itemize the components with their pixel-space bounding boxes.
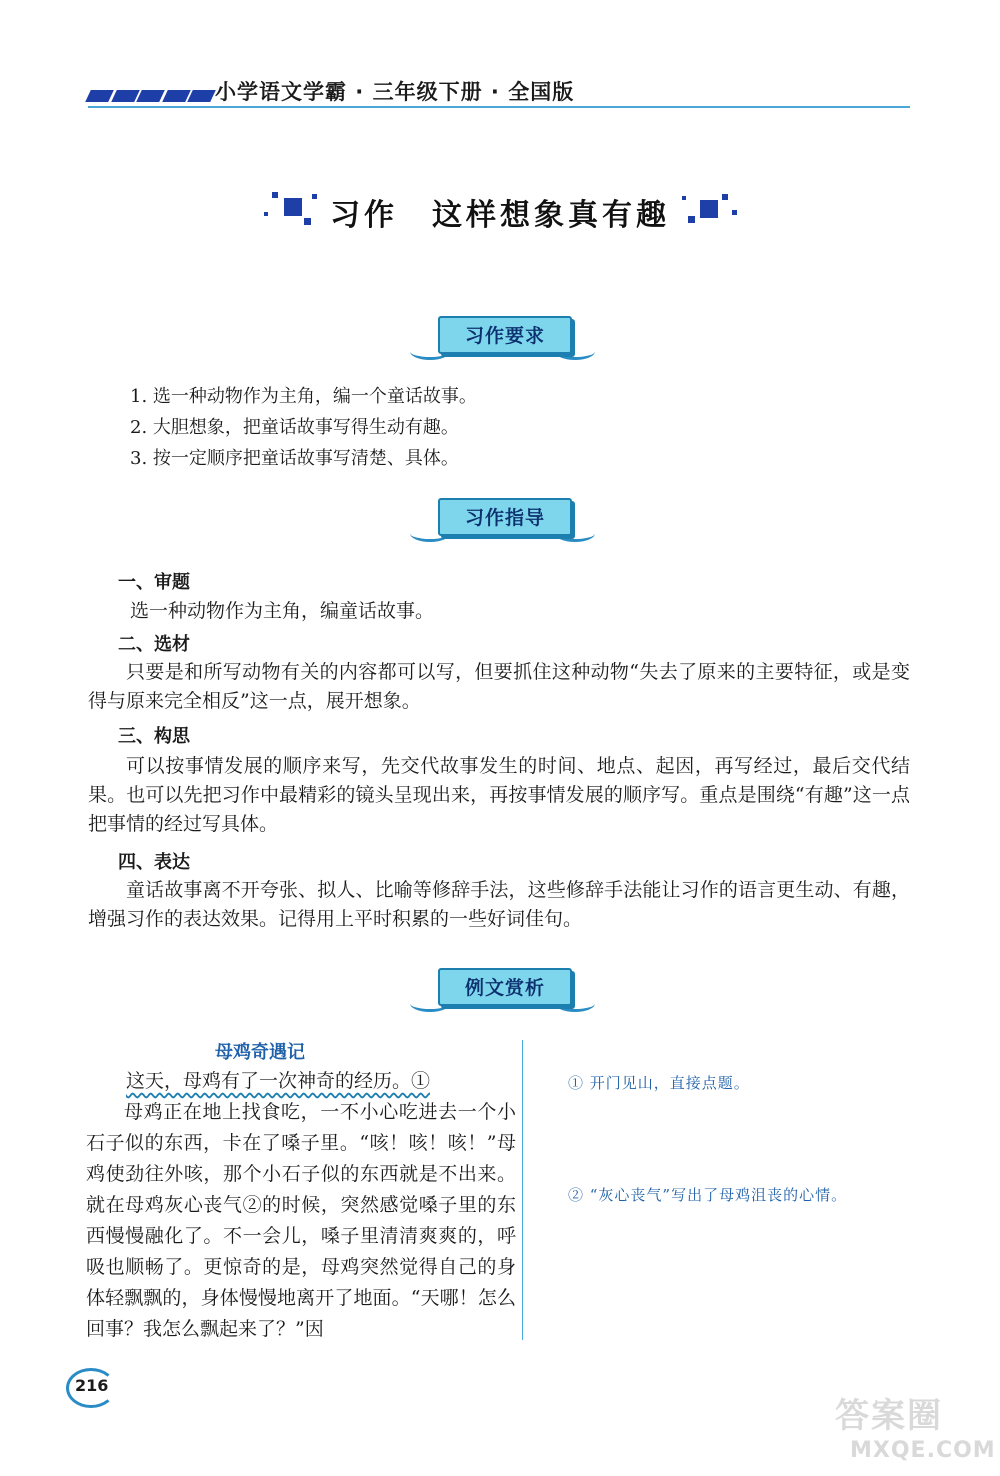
essay-body bbox=[86, 1066, 516, 1345]
guidance-heading: 二、选材 bbox=[118, 634, 190, 655]
section-label-example: 例文赏析 bbox=[464, 977, 545, 999]
requirement-item: 2. 大胆想象，把童话故事写得生动有趣。 bbox=[130, 417, 459, 438]
guidance-text: 只要是和所写动物有关的内容都可以写，但要抓住这种动物“失去了原来的主要特征，或是变得与原来完全相反”这一点，展开想象。 bbox=[88, 661, 910, 712]
section-badge-requirements bbox=[410, 312, 595, 360]
section-badge-example bbox=[410, 964, 595, 1012]
watermark-url: MXQE.COM bbox=[850, 1438, 996, 1463]
title-decoration-right bbox=[680, 190, 750, 230]
chapter-title: 习作 这样想象真有趣 bbox=[330, 198, 670, 233]
guidance-text: 可以按事情发展的顺序来写，先交代故事发生的时间、地点、起因，再写经过，最后交代结果。也可以先把习作中最精彩的镜头呈现出来，再按事情发展的顺序写。重点是围绕“有趣”这一点把事情的经过写具体。 bbox=[88, 755, 910, 835]
column-divider bbox=[522, 1040, 523, 1340]
section-label-requirements: 习作要求 bbox=[464, 325, 545, 347]
book-title: 小学语文学霸 · 三年级下册 · 全国版 bbox=[215, 80, 575, 104]
guidance-heading: 三、构思 bbox=[118, 726, 190, 747]
section-label-guidance: 习作指导 bbox=[464, 507, 545, 529]
annotation-note: ② “灰心丧气”写出了母鸡沮丧的心情。 bbox=[568, 1186, 848, 1204]
guidance-text: 童话故事离不开夸张、拟人、比喻等修辞手法，这些修辞手法能让习作的语言更生动、有趣，增强习作的表达效果。记得用上平时积累的一些好词佳句。 bbox=[88, 879, 910, 930]
guidance-heading: 一、审题 bbox=[118, 572, 190, 593]
header-rule bbox=[88, 106, 910, 108]
page-number: 216 bbox=[75, 1376, 109, 1395]
requirement-item: 3. 按一定顺序把童话故事写清楚、具体。 bbox=[130, 448, 459, 469]
guidance-text: 选一种动物作为主角，编童话故事。 bbox=[130, 600, 435, 622]
watermark-logo: 答案圈 bbox=[835, 1396, 943, 1436]
header-decoration-bars bbox=[88, 86, 213, 102]
essay-title: 母鸡奇遇记 bbox=[215, 1042, 305, 1063]
guidance-heading: 四、表达 bbox=[118, 852, 190, 873]
section-badge-guidance bbox=[410, 494, 595, 542]
page-number-badge bbox=[66, 1368, 114, 1404]
essay-first-line: 这天，母鸡有了一次神奇的经历。① bbox=[126, 1070, 431, 1092]
annotation-note: ① 开门见山，直接点题。 bbox=[568, 1074, 750, 1092]
requirement-item: 1. 选一种动物作为主角，编一个童话故事。 bbox=[130, 386, 477, 407]
essay-paragraph: 母鸡正在地上找食吃，一不小心吃进去一个小石子似的东西，卡在了嗓子里。“咳！咳！咳！”母鸡使劲往外咳，那个小石子似的东西就是不出来。就在母鸡灰心丧气②的时候，突然感觉嗓子里的东西慢慢融化了。不一会儿，嗓子里清清爽爽的，呼吸也顺畅了。更惊奇的是，母鸡突然觉得自己的身体轻飘飘的，身体慢慢地离开了地面。“天哪！怎么回事？我怎么飘起来了？”因 bbox=[86, 1101, 516, 1340]
